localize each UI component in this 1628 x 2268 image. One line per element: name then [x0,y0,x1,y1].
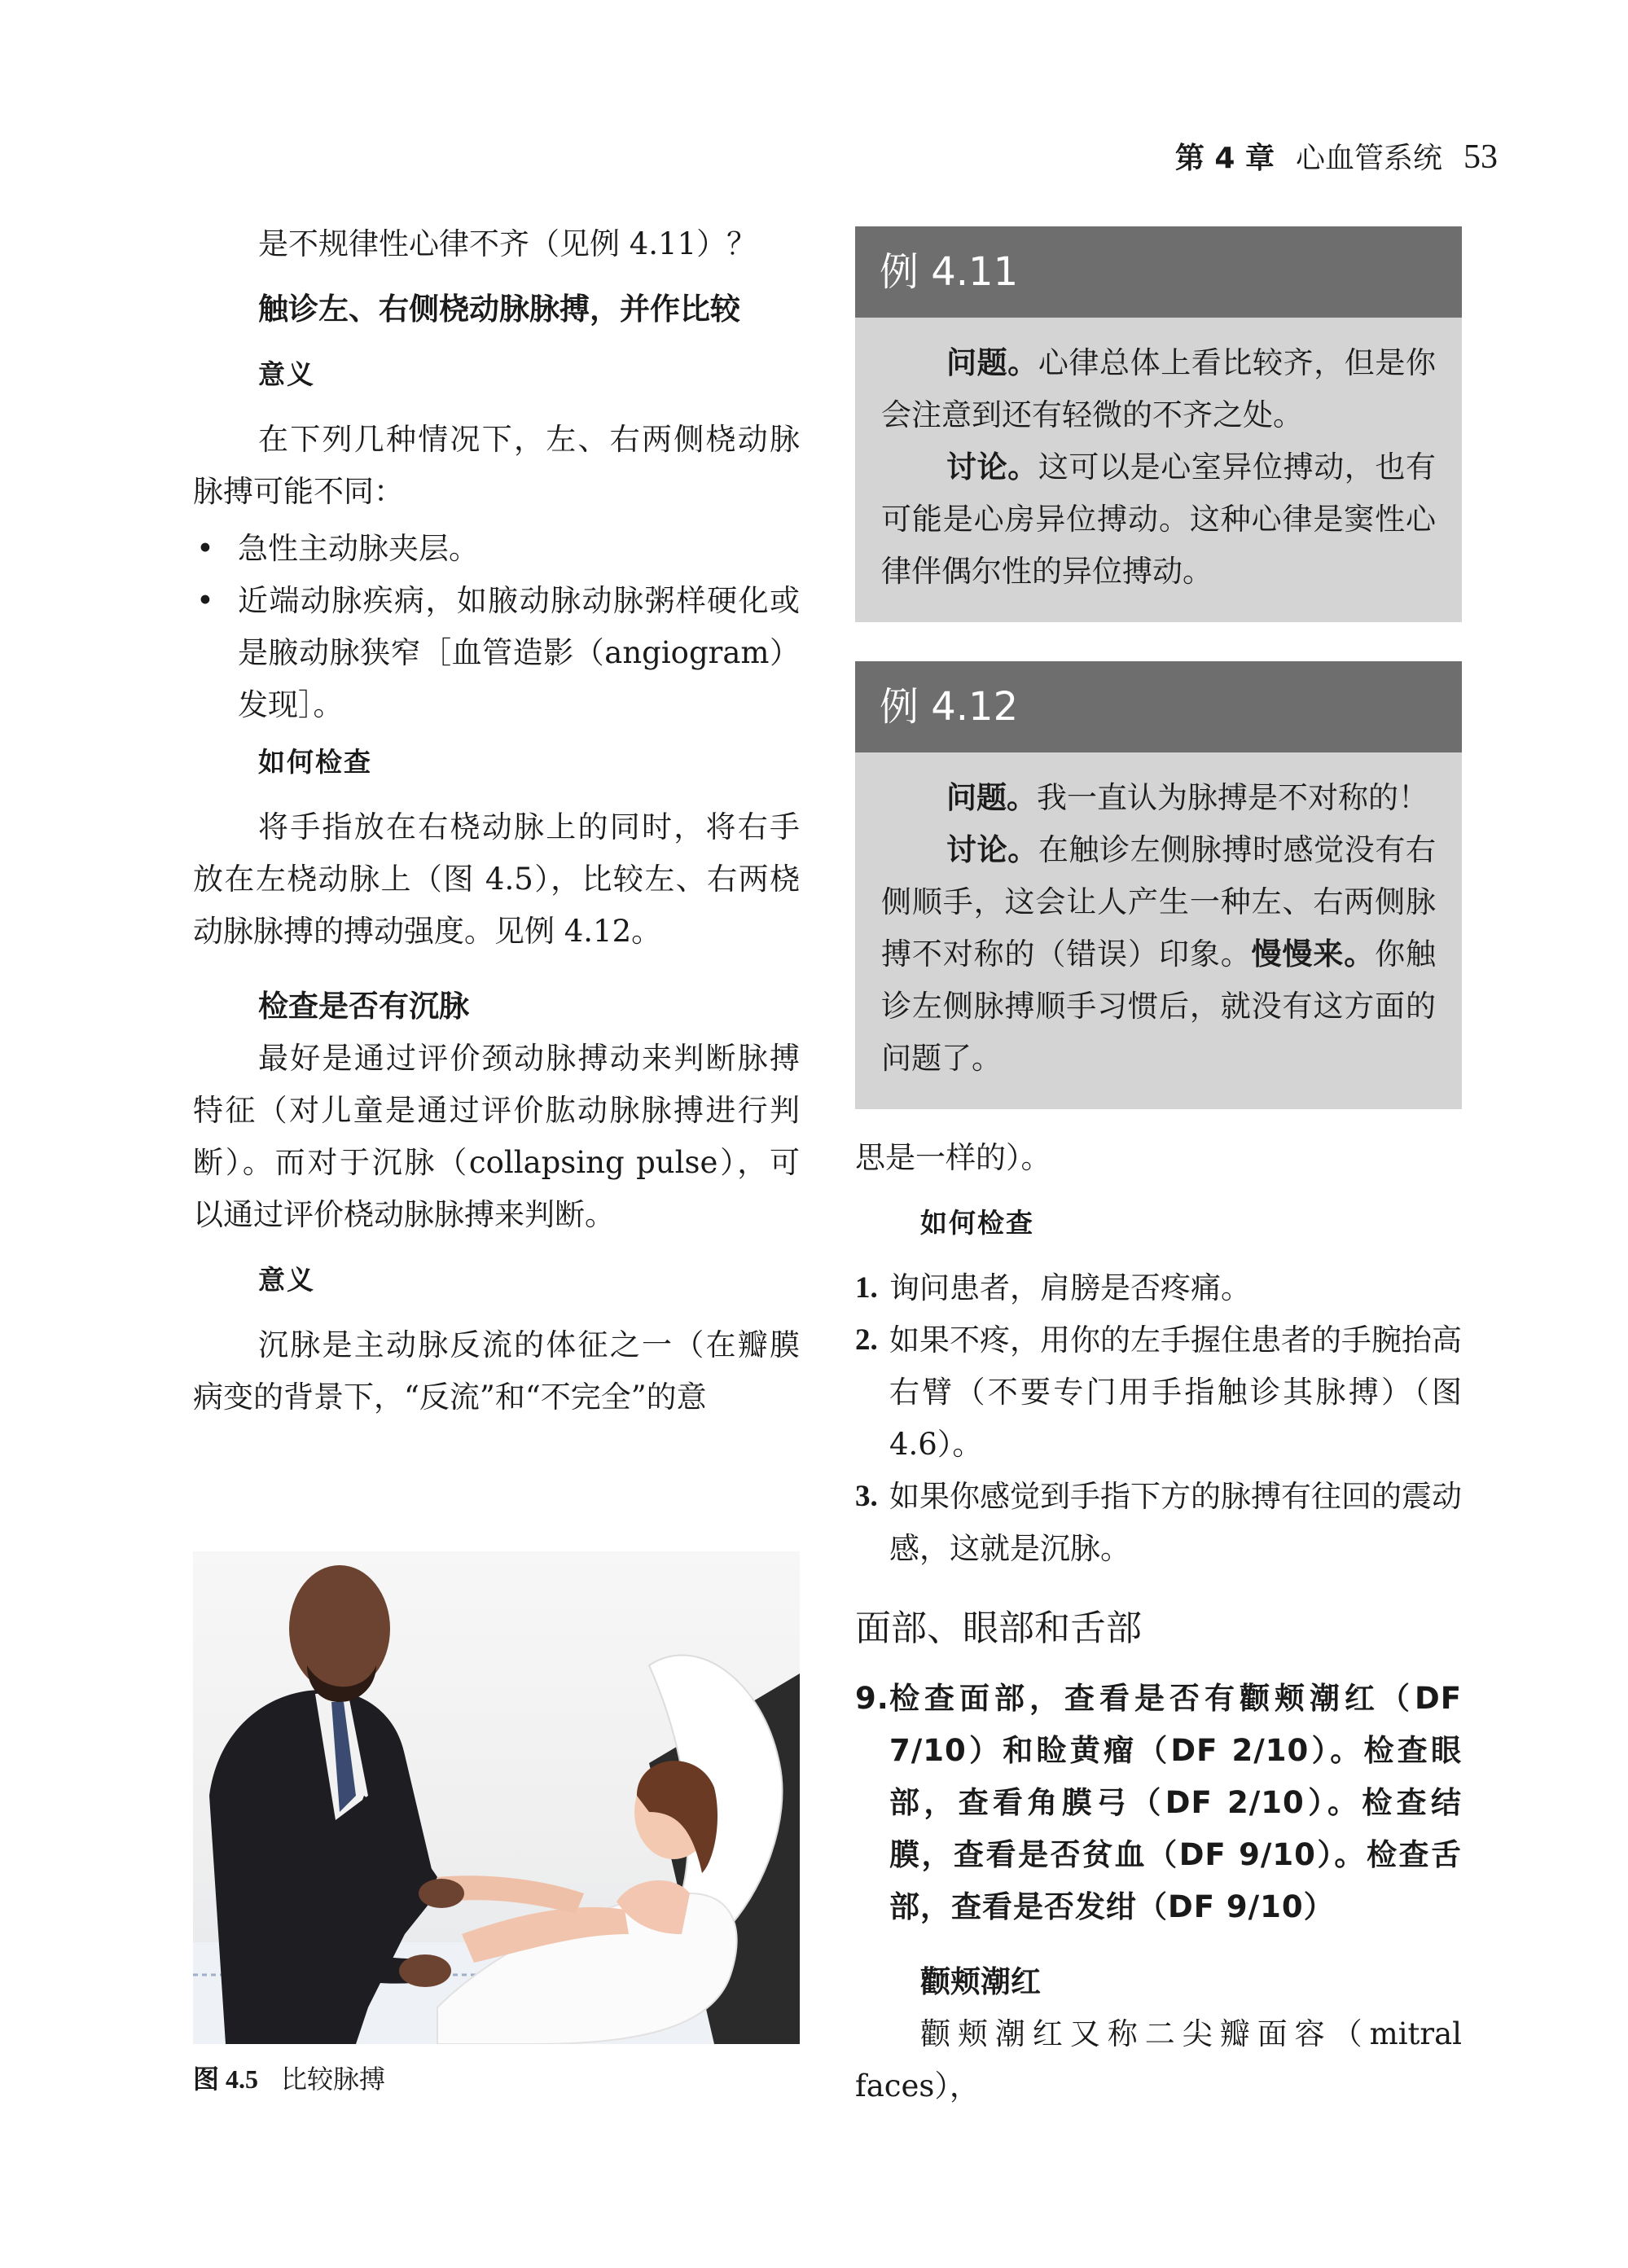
example-question: 问题。我一直认为脉搏是不对称的！ [946,780,1428,815]
figure-caption [193,2059,385,2096]
right-column [855,226,1462,2112]
list-item: 2. 如果不疼，用你的左手握住患者的手腕抬高右臂（不要专门用手指触诊其脉搏）（图 4.6）。 [855,1323,1462,1462]
heading-how-to-check-1: 如何检查 [258,746,372,778]
doctor-patient-illustration [193,1551,800,2044]
list-item: 1. 询问患者，肩膀是否疼痛。 [855,1270,1251,1305]
exam-item-9: 9. 检查面部，查看是否有颧颊潮红（DF 7/10）和睑黄瘤（DF 2/10）。检查眼部，查看角膜弓（DF 2/10）。检查结膜，查看是否贫血（DF 9/10）。检查舌部，查看是否发绀（DF 9/10） [855,1681,1462,1924]
example-box-4-11 [855,226,1462,622]
example-body [855,318,1462,622]
heading-malar-flush: 颧颊潮红 [920,1964,1041,1999]
paragraph-how-to-check-1: 将手指放在右桡动脉上的同时，将右手放在左桡动脉上（图 4.5），比较左、右两桡动脉脉搏的搏动强度。见例 4.12。 [193,809,800,949]
figure-caption-text: 比较脉搏 [281,2064,386,2095]
section-title-face-eyes-tongue: 面部、眼部和舌部 [855,1608,1142,1649]
example-discussion: 讨论。在触诊左侧脉搏时感觉没有右侧顺手，这会让人产生一种左、右两侧脉搏不对称的（错误）印象。慢慢来。你触诊左侧脉搏顺手习惯后，就没有这方面的问题了。 [881,832,1437,1076]
list-item: 3. 如果你感觉到手指下方的脉搏有往回的震动感，这就是沉脉。 [855,1479,1462,1566]
chapter-title: 心血管系统 [1295,142,1442,175]
bullet-list [193,523,800,731]
paragraph-intro: 是不规律性心律不齐（见例 4.11）？ [258,226,757,261]
bullet-icon: • [196,583,214,618]
bullet-icon: • [196,531,214,566]
figure-number: 图 4.5 [193,2064,259,2094]
heading-significance-2: 意义 [258,1264,315,1296]
heading-palpate-radial: 触诊左、右侧桡动脉脉搏，并作比较 [258,292,740,327]
heading-collapsing-pulse: 检查是否有沉脉 [258,989,469,1024]
example-box-4-12 [855,661,1462,1109]
paragraph-significance-1: 在下列几种情况下，左、右两侧桡动脉脉搏可能不同： [193,422,800,509]
list-item: • 急性主动脉夹层。 [193,523,800,575]
example-question: 问题。心律总体上看比较齐，但是你会注意到还有轻微的不齐之处。 [881,345,1437,432]
paragraph-significance-2: 沉脉是主动脉反流的体征之一（在瓣膜病变的背景下，“反流”和“不完全”的意 [193,1327,800,1415]
example-discussion: 讨论。这可以是心室异位搏动，也有可能是心房异位搏动。这种心律是窦性心律伴偶尔性的异位搏动。 [881,450,1437,589]
example-body [855,752,1462,1109]
chapter-number: 第 4 章 [1174,142,1275,175]
figure-comparing-pulses [193,1551,800,2044]
steps-list [855,1262,1462,1575]
paragraph-continuation: 思是一样的）。 [855,1140,1051,1175]
paragraph-collapsing-pulse: 最好是通过评价颈动脉搏动来判断脉搏特征（对儿童是通过评价肱动脉脉搏进行判断）。而对于沉脉（collapsing pulse），可以通过评价桡动脉脉搏来判断。 [193,1041,800,1232]
heading-significance-1: 意义 [258,358,315,390]
example-title: 例 4.11 [855,226,1462,318]
page-number: 53 [1463,138,1498,176]
list-item: • 近端动脉疾病，如腋动脉动脉粥样硬化或是腋动脉狭窄［血管造影（angiogram）发现］。 [193,575,800,731]
paragraph-malar-flush: 颧颊潮红又称二尖瓣面容（mitral faces）， [855,2016,1462,2103]
example-title: 例 4.12 [855,661,1462,752]
running-head [1175,135,1498,177]
heading-how-to-check-2: 如何检查 [920,1207,1034,1239]
left-column [193,218,800,1424]
